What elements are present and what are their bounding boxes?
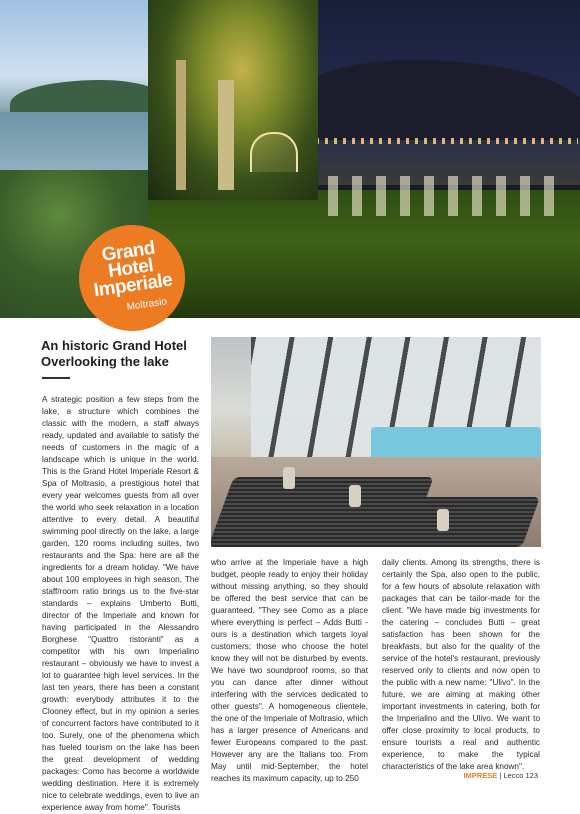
article-headline: An historic Grand Hotel Overlooking the lake	[41, 338, 187, 369]
article-column-2: who arrive at the Imperiale have a high budget, people ready to enjoy their holiday without missing anything, so they should be offered the best service that can be guaranteed. "They see Como as a place where everything is perfect – Adds Butti - ours is a destination which targets loyal customers; those who choose the hotel know they will not be disturbed by events. We have two soundproof rooms, so that you can dance after dinner without interfering with the services dedicated to other guests". A homogeneous clientele, the one of the Imperiale of Moltrasio, which has a larger presence of Americans and fewer Europeans compared to the past. However any are the Italians too. From May until mid-September, the hotel reaches its maximum capacity, up to 250	[211, 558, 368, 783]
footer-separator: |	[499, 771, 502, 780]
badge-hotel-name: Grand Hotel Imperiale	[92, 237, 174, 302]
rolled-towel	[349, 485, 361, 507]
article-column-3: daily clients. Among its strengths, there is certainly the Spa, also open to the public, for a few hours of absolute relaxation with packages that can be tailor-made for the client. "We have made big investments for the catering – concludes Butti – great satisfaction has been shown for the breakfasts, but also for the quality of the service of the hotel's restaurant, previously reserved only to clients and now open to the public with a new name: "Ulivo". In the future, we are aiming at making other important investments in catering, both for the Imperialino and the Ulivo. We want to offer close proximity to local products, to ensure tourists a real and authentic experience, to make the typical characteristics of the lake area known".	[382, 558, 540, 771]
rolled-towel	[437, 509, 449, 531]
gazebo	[250, 132, 298, 172]
page-number: 123	[525, 771, 538, 780]
article-column-1: A strategic position a few steps from the lake, a structure which combines the classic with the modern, a staff always ready, updated and available to satisfy the needs of customers in the magic of a landscape which is unique in the world. This is the Grand Hotel Imperiale Resort & Spa of Moltrasio, a prestigious hotel that every year welcomes guests from all over the world who seek relaxation in a location attentive to every detail. A beautiful swimming pool directly on the lake, a large garden, 120 rooms including suites, two restaurants and the Spa: here are all the ingredients for a dream holiday. "We have about 100 employees in high season, The staff/room ratio brings us to the five-star standards – explains Umberto Butti, director of the Imperiale and known for having participated in the Alessandro Borghese "Quattro ristoranti" as a competitor with his own Imperialino restaurant – obviously we have to invest a lot to guarantee high level services. In the last ten years, there has been a constant growth: everybody attributes it to the Clooney effect, but in my opinion a series of concurrent factors have contributed to it too. Surely, one of the phenomena which has fueled tourism on the lake has been the great development of wedding packages: Como has become a worldwide wedding destination. Here it is extremely nice to celebrate weddings, even to live an experience away from home". Tourists	[42, 395, 199, 812]
indoor-pool-photo	[211, 337, 541, 547]
headline-rule	[42, 377, 70, 379]
footer-section: IMPRESE	[463, 771, 498, 780]
rolled-towel	[283, 467, 295, 489]
badge-location: Moltrasio	[125, 296, 168, 313]
lounge-chair	[372, 497, 540, 547]
hotel-garden-night-photo	[148, 0, 580, 318]
page-footer	[463, 771, 538, 780]
footer-publication: Lecco	[503, 771, 524, 780]
